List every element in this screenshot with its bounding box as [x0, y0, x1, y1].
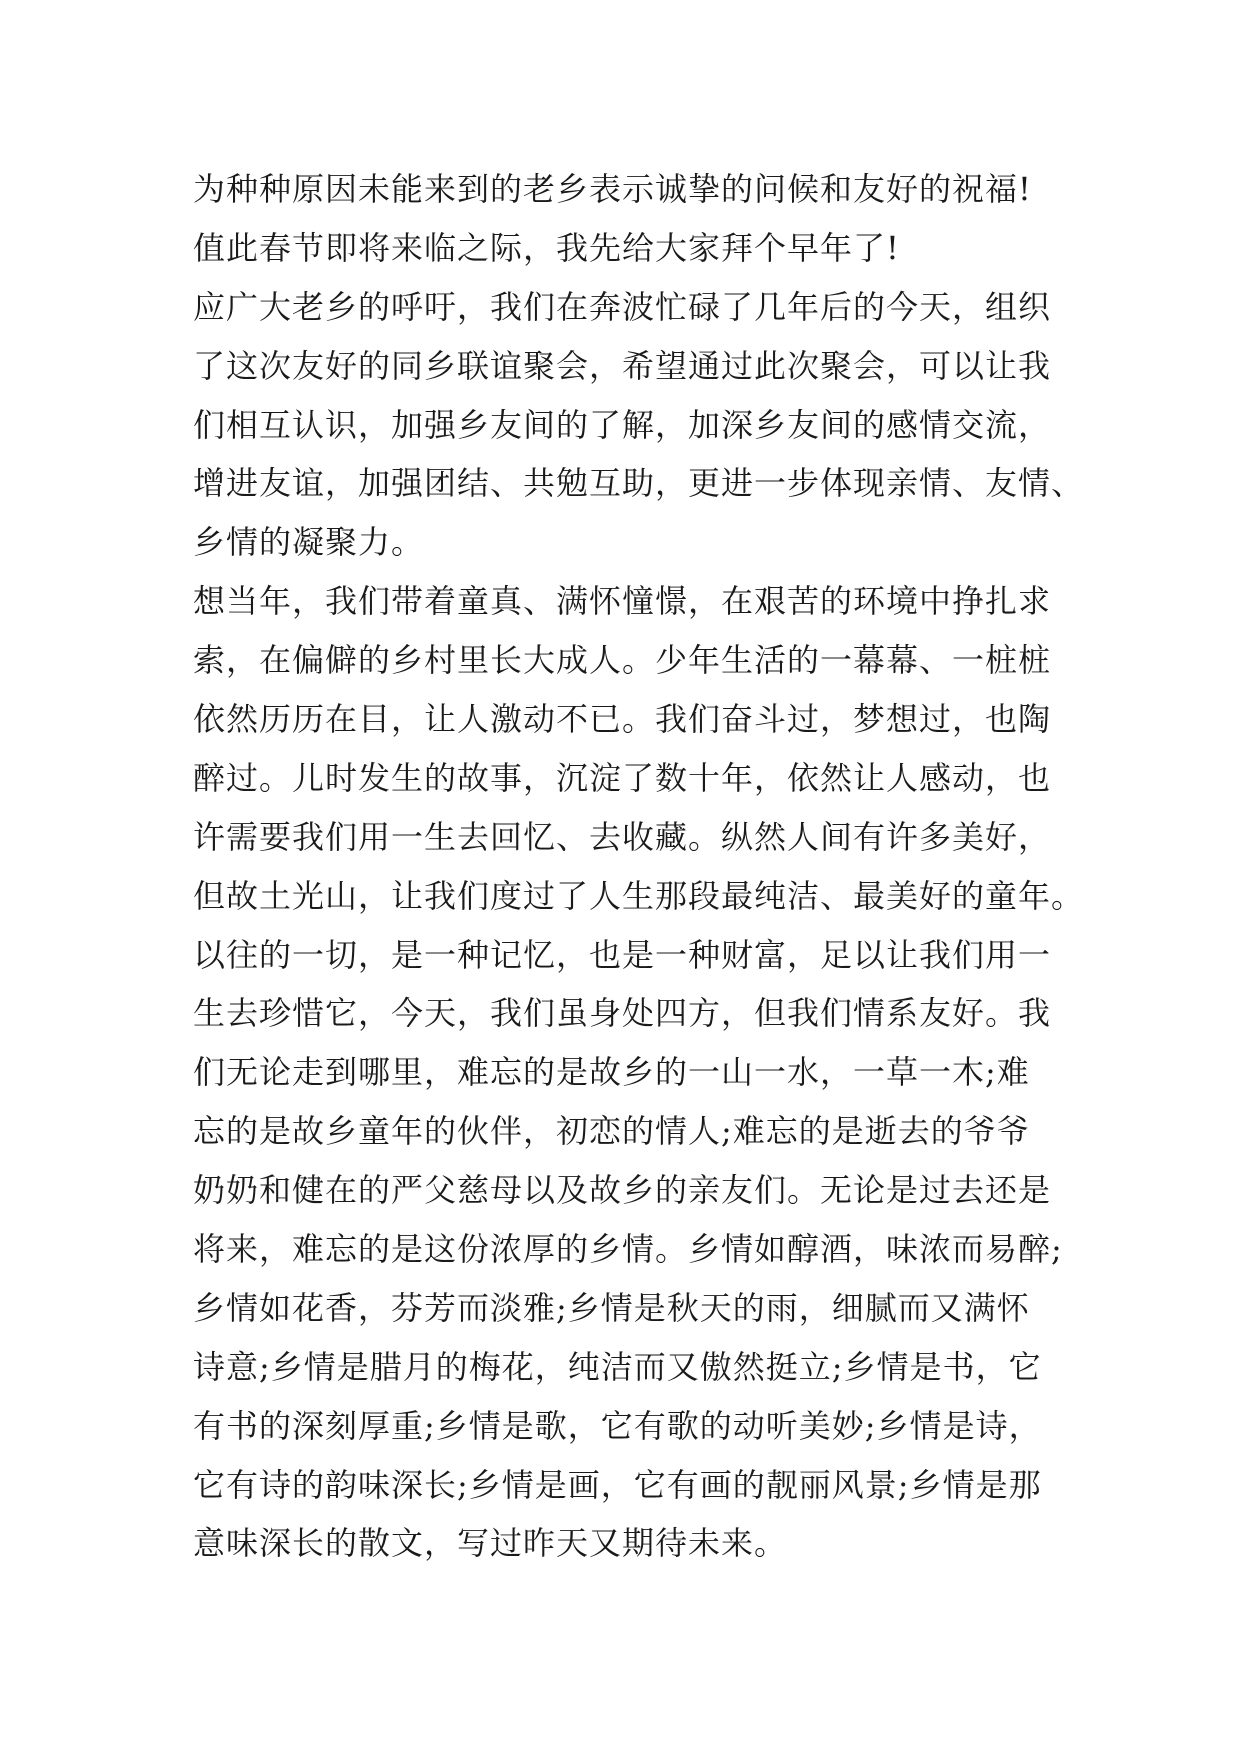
text-line: 意味深长的散文，写过昨天又期待未来。: [193, 1524, 788, 1563]
text-line: 索，在偏僻的乡村里长大成人。少年生活的一幕幕、一桩桩: [193, 641, 1052, 680]
text-line: 它有诗的韵味深长;乡情是画，它有画的靓丽风景;乡情是那: [193, 1465, 1042, 1504]
text-line: 忘的是故乡童年的伙伴，初恋的情人;难忘的是逝去的爷爷: [193, 1112, 1030, 1151]
text-line: 们无论走到哪里，难忘的是故乡的一山一水，一草一木;难: [193, 1053, 1030, 1092]
text-line: 依然历历在目，让人激动不已。我们奋斗过，梦想过，也陶: [193, 700, 1052, 739]
text-line: 但故土光山，让我们度过了人生那段最纯洁、最美好的童年。: [193, 876, 1085, 915]
text-line: 为种种原因未能来到的老乡表示诚挚的问候和友好的祝福!: [193, 170, 1032, 208]
text-line: 乡情的凝聚力。: [193, 523, 425, 562]
text-line: 增进友谊，加强团结、共勉互助，更进一步体现亲情、友情、: [193, 464, 1085, 503]
text-line: 应广大老乡的呼吁，我们在奔波忙碌了几年后的今天，组织: [193, 287, 1052, 326]
text-line: 将来，难忘的是这份浓厚的乡情。乡情如醇酒，味浓而易醉;: [193, 1230, 1063, 1269]
text-line: 们相互认识，加强乡友间的了解，加深乡友间的感情交流，: [193, 405, 1052, 444]
text-line: 想当年，我们带着童真、满怀憧憬，在艰苦的环境中挣扎求: [193, 582, 1052, 621]
text-line: 以往的一切，是一种记忆，也是一种财富，足以让我们用一: [193, 935, 1052, 974]
text-line: 许需要我们用一生去回忆、去收藏。纵然人间有许多美好，: [193, 817, 1052, 856]
text-line: 乡情如花香，芬芳而淡雅;乡情是秋天的雨，细腻而又满怀: [193, 1288, 1030, 1327]
text-line: 了这次友好的同乡联谊聚会，希望通过此次聚会，可以让我: [193, 346, 1052, 385]
body-text: [193, 160, 1085, 1573]
text-line: 值此春节即将来临之际，我先给大家拜个早年了!: [193, 228, 900, 267]
text-line: 醉过。儿时发生的故事，沉淀了数十年，依然让人感动，也: [193, 758, 1052, 797]
text-line: 生去珍惜它，今天，我们虽身处四方，但我们情系友好。我: [193, 994, 1052, 1033]
text-line: 有书的深刻厚重;乡情是歌，它有歌的动听美妙;乡情是诗，: [193, 1406, 1042, 1445]
text-line: 诗意;乡情是腊月的梅花，纯洁而又傲然挺立;乡情是书，它: [193, 1347, 1042, 1386]
text-line: 奶奶和健在的严父慈母以及故乡的亲友们。无论是过去还是: [193, 1171, 1052, 1210]
